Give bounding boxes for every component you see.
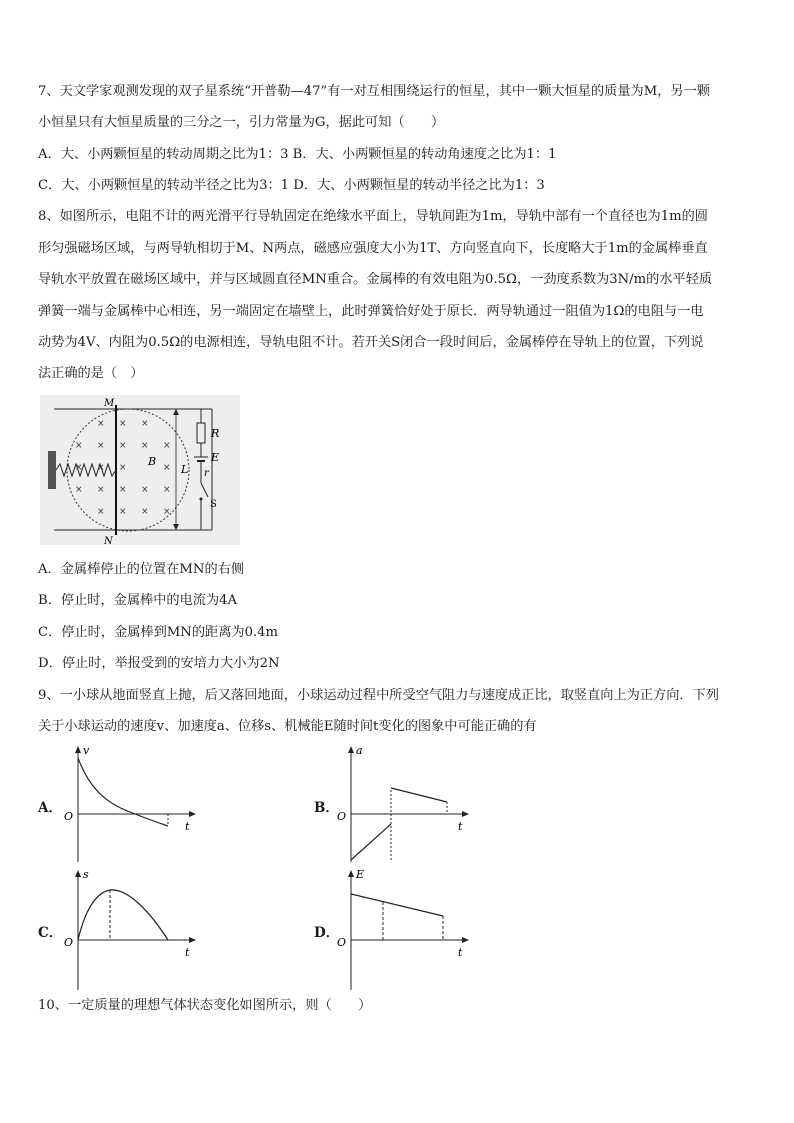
field-cross: ×	[97, 507, 105, 517]
q8-option-c: C．停止时，金属棒到MN的距离为0.4m	[38, 625, 279, 640]
energy-line	[351, 894, 443, 916]
field-cross: ×	[119, 419, 127, 429]
label-l: L	[181, 463, 189, 476]
graph-d-y-label: E	[356, 868, 365, 881]
graph-c-origin: O	[64, 936, 74, 949]
q8-line-2: 形匀强磁场区域，与两导轨相切于M、N两点，磁感应强度大小为1T、方向竖直向下，长度略大于1m的金属棒垂直	[38, 241, 708, 256]
graph-a-y-label: v	[83, 744, 90, 757]
accel-line-down	[391, 788, 447, 802]
label-r-internal: r	[204, 468, 209, 479]
graph-c	[58, 866, 208, 992]
q9-line-2: 关于小球运动的速度v、加速度a、位移s、机械能E随时间t变化的图象中可能正确的有	[38, 719, 537, 734]
graph-d-origin: O	[337, 936, 347, 949]
graph-d-x-label: t	[458, 946, 463, 959]
field-cross: ×	[163, 485, 171, 495]
q7-options-cd: C．大、小两颗恒星的转动半径之比为3：1 D．大、小两颗恒星的转动半径之比为1：3	[38, 178, 545, 193]
label-r-resistor: R	[211, 427, 220, 440]
field-cross: ×	[75, 485, 83, 495]
field-cross: ×	[141, 485, 149, 495]
field-cross: ×	[141, 507, 149, 517]
graph-c-label: C．	[38, 925, 63, 941]
label-m: M	[104, 398, 115, 409]
graph-c-y-label: s	[83, 868, 89, 881]
graph-b-label: B．	[314, 800, 339, 816]
graph-b-y-label: a	[356, 744, 363, 757]
field-cross: ×	[141, 441, 149, 451]
label-b: B	[148, 455, 157, 468]
field-cross: ×	[163, 507, 171, 517]
field-cross: ×	[119, 463, 127, 473]
q8-option-a: A．金属棒停止的位置在MN的右侧	[38, 562, 245, 577]
field-cross: ×	[97, 419, 105, 429]
q8-option-d: D．停止时，举报受到的安培力大小为2N	[38, 656, 280, 671]
graph-b-origin: O	[337, 810, 347, 823]
field-cross: ×	[75, 463, 83, 473]
label-e: E	[211, 451, 220, 464]
velocity-curve	[78, 758, 168, 826]
graph-c-x-label: t	[185, 946, 190, 959]
graph-b	[331, 742, 481, 864]
q9-line-1: 9、一小球从地面竖直上抛，后又落回地面，小球运动过程中所受空气阻力与速度成正比，取竖直向上为正方向．下列	[38, 688, 719, 703]
label-n: N	[104, 536, 113, 545]
q7-line-2: 小恒星只有大恒星质量的三分之一，引力常量为G，据此可知（ ）	[38, 115, 445, 130]
q7-line-1: 7、天文学家观测发现的双子星系统“开普勒—47”有一对互相围绕运行的恒星，其中一颗大恒星的质量为M，另一颗	[38, 84, 710, 99]
q8-line-1: 8、如图所示，电阻不计的两光滑平行导轨固定在绝缘水平面上，导轨间距为1m，导轨中部有一个直径也为1m的圆	[38, 209, 708, 224]
q8-line-3: 导轨水平放置在磁场区域中，并与区域圆直径MN重合。金属棒的有效电阻为0.5Ω，一劲度系数为3N/m的水平轻质	[38, 272, 713, 287]
graph-d-label: D．	[314, 925, 340, 941]
field-cross: ×	[75, 441, 83, 451]
graph-a-origin: O	[64, 810, 74, 823]
graph-d	[331, 866, 481, 992]
q8-option-b: B．停止时，金属棒中的电流为4A	[38, 593, 238, 608]
graph-a	[58, 742, 208, 864]
displacement-curve	[78, 890, 168, 940]
resistor	[197, 423, 205, 443]
field-cross: ×	[97, 441, 105, 451]
label-s: S	[210, 499, 217, 510]
q8-line-5: 动势为4V、内阻为0.5Ω的电源相连，导轨电阻不计。若开关S闭合一段时间后，金属棒停在导轨上的位置，下列说	[38, 335, 704, 350]
field-cross: ×	[141, 419, 149, 429]
q7-options-ab: A．大、小两颗恒星的转动周期之比为1：3 B．大、小两颗恒星的转动角速度之比为1：1	[38, 147, 557, 162]
field-cross: ×	[97, 485, 105, 495]
graph-a-x-label: t	[185, 820, 190, 833]
graph-a-label: A．	[38, 800, 62, 816]
field-cross: ×	[119, 507, 127, 517]
q10-line-1: 10、一定质量的理想气体状态变化如图所示，则（ ）	[38, 998, 372, 1013]
field-cross: ×	[119, 485, 127, 495]
q8-circuit-figure	[40, 395, 240, 545]
field-cross: ×	[97, 463, 105, 473]
graph-b-x-label: t	[458, 820, 463, 833]
field-cross: ×	[119, 441, 127, 451]
field-cross: ×	[163, 441, 171, 451]
accel-line-up	[351, 824, 391, 860]
q8-line-4: 弹簧一端与金属棒中心相连，另一端固定在墙壁上，此时弹簧恰好处于原长．两导轨通过一阻值为1Ω的电阻与一电	[38, 304, 704, 319]
q8-line-6: 法正确的是（ ）	[38, 366, 144, 381]
field-cross: ×	[163, 463, 171, 473]
wall	[48, 451, 56, 489]
